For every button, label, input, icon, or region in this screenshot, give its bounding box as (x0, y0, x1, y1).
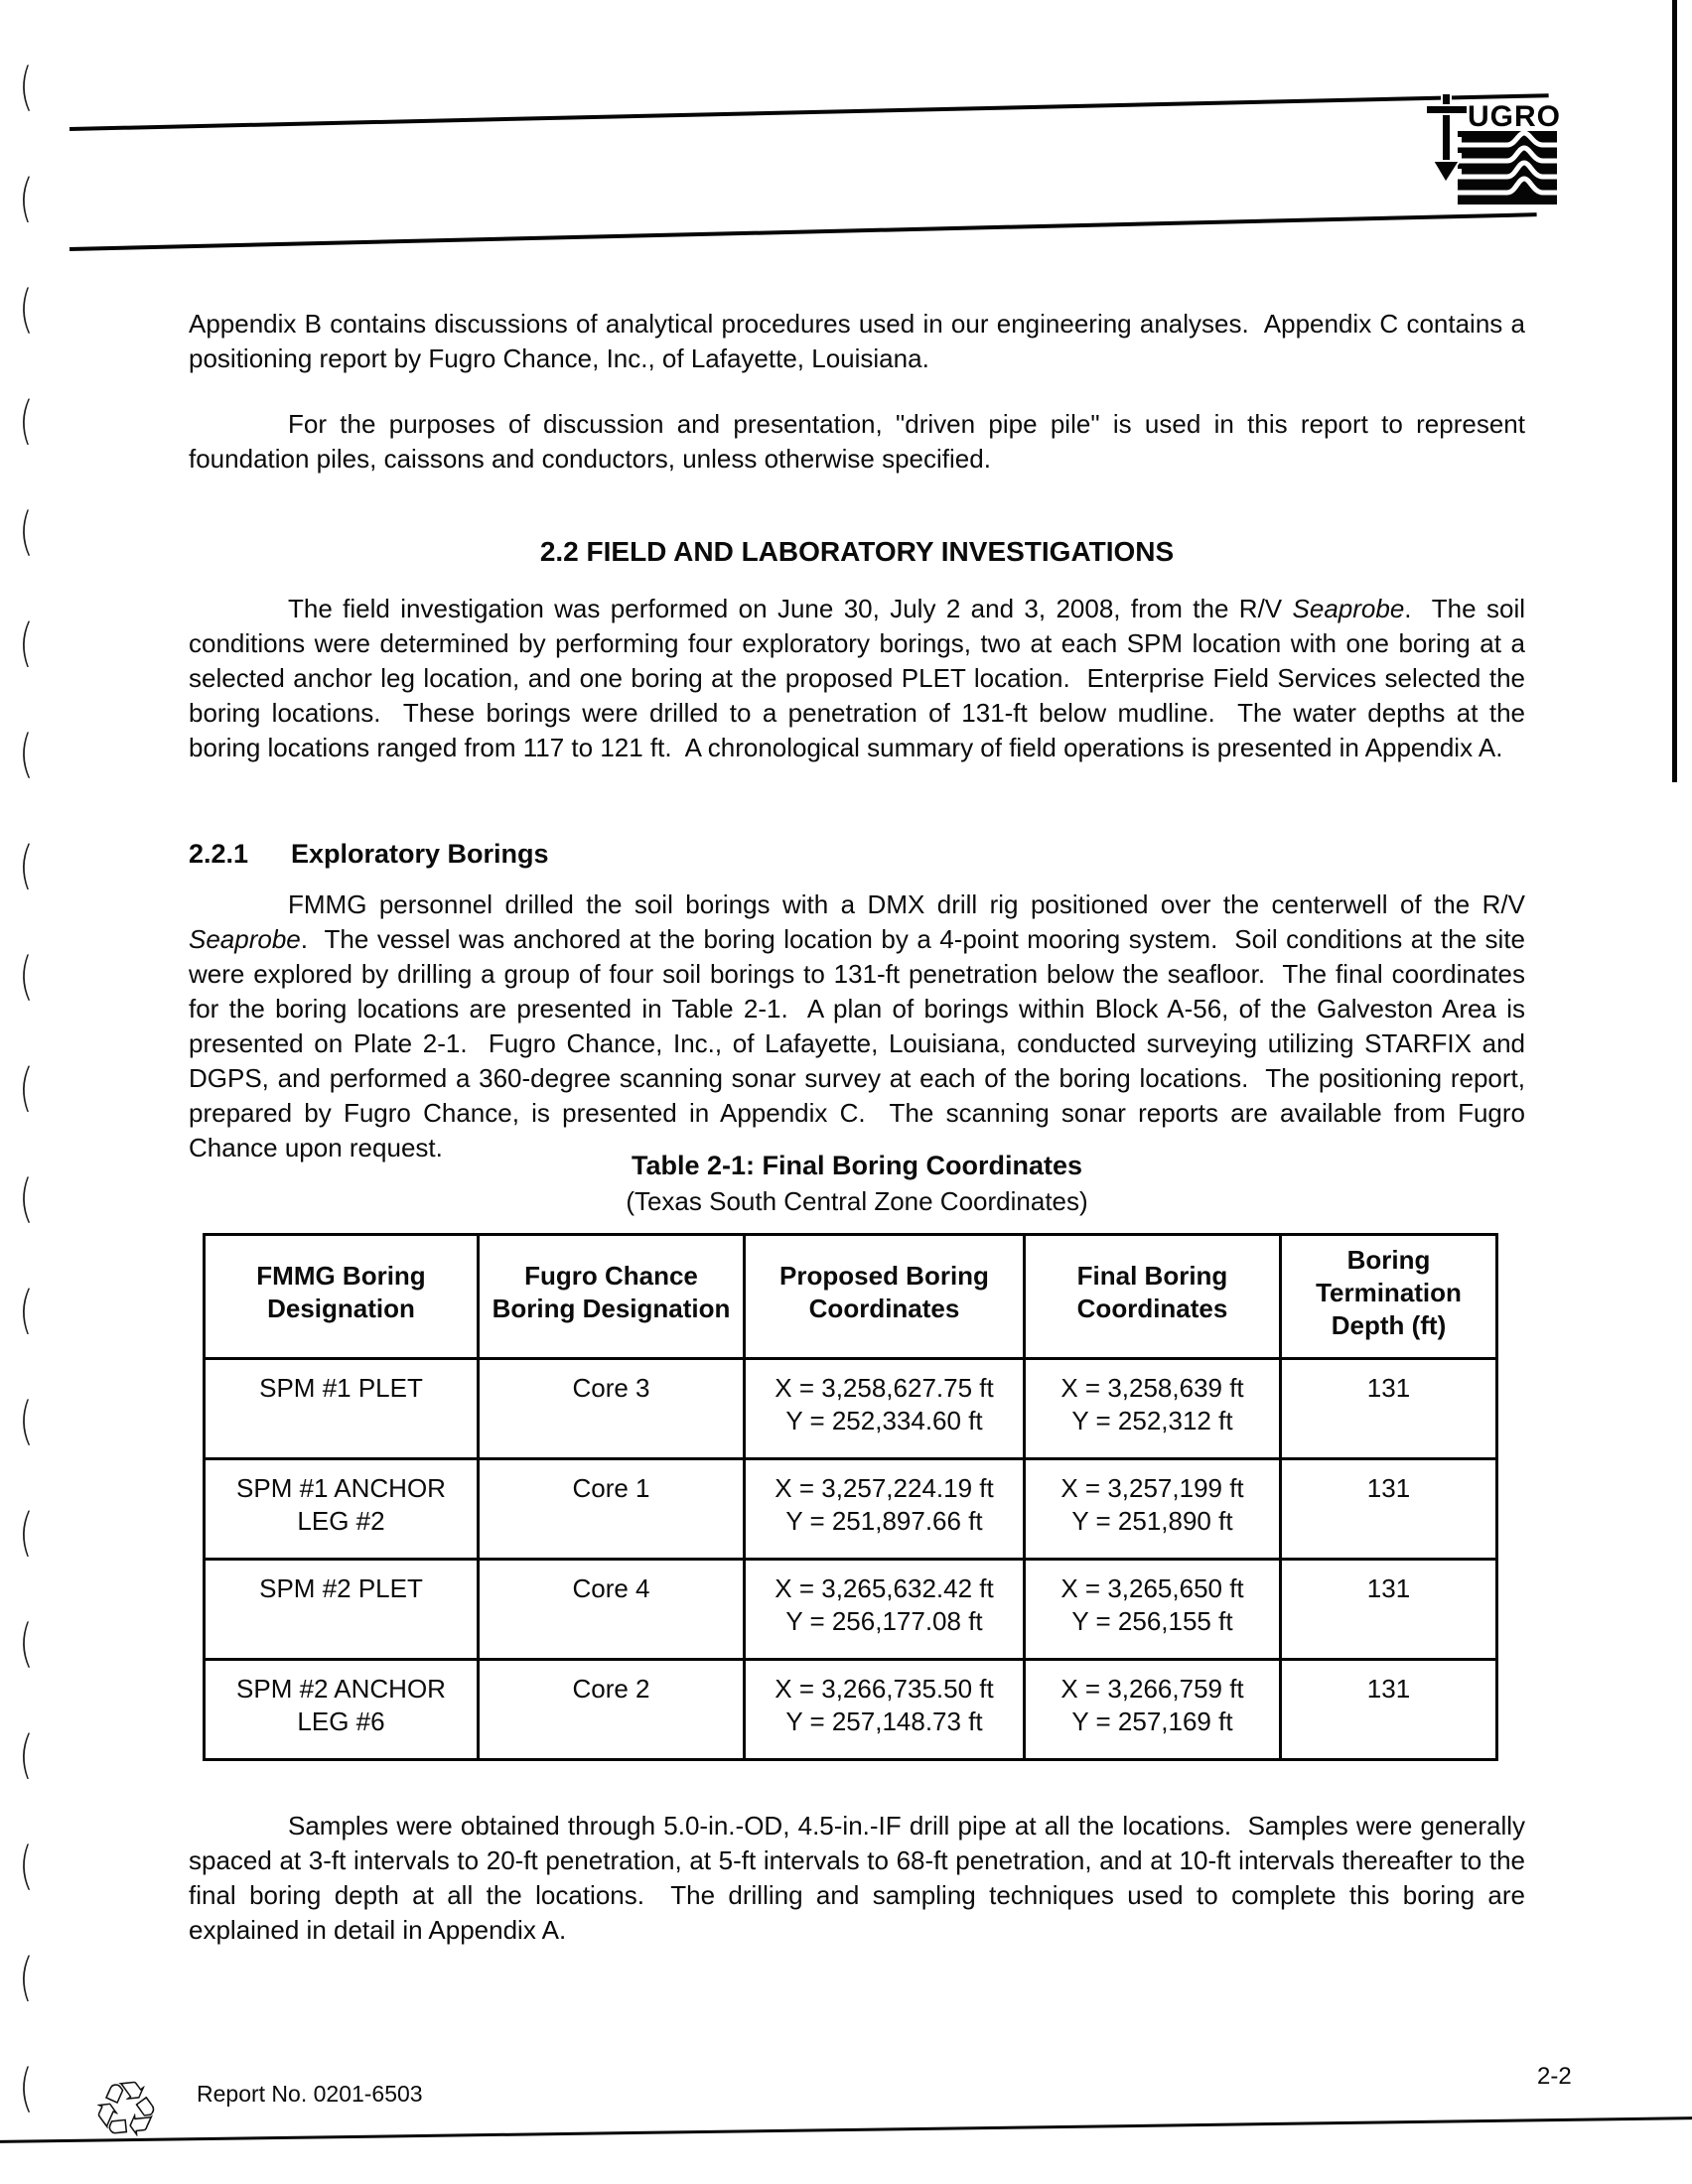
binding-mark: ( (18, 1391, 34, 1452)
coordinate-y: Y = 251,890 ft (1071, 1506, 1233, 1536)
footer-report-number: Report No. 0201-6503 (197, 2081, 423, 2107)
binding-mark: ( (18, 1057, 34, 1119)
cell-final-coordinates (1025, 1560, 1281, 1660)
section-number: 2.2.1 (189, 839, 249, 869)
cell-final-coordinates (1025, 1459, 1281, 1560)
cell-proposed-coordinates (745, 1359, 1025, 1459)
coordinate-x: X = 3,258,627.75 ft (775, 1373, 994, 1403)
binding-mark: ( (18, 1724, 34, 1786)
binding-mark: ( (18, 1836, 34, 1897)
cell-core: Core 4 (479, 1560, 745, 1660)
footer-page-number: 2-2 (1537, 2063, 1572, 2090)
fugro-logo-icon (1418, 93, 1563, 210)
paragraph-appendix-b: Appendix B contains discussions of analytical procedures used in our engineering analyses. Appendix C contains a positioning report by Fugro Chance, Inc., of Lafayette, Louisiana. (189, 309, 1533, 373)
cell-core: Core 3 (479, 1359, 745, 1459)
paragraph-driven-pipe-pile: For the purposes of discussion and presentation, "driven pipe pile" is used in this report to represent foundation piles, caissons and conductors, unless otherwise specified. (189, 409, 1533, 474)
cell-designation: SPM #2 ANCHOR LEG #6 (205, 1660, 479, 1760)
coordinate-x: X = 3,265,650 ft (1060, 1573, 1244, 1603)
binding-mark: ( (18, 613, 34, 674)
binding-mark: ( (18, 1280, 34, 1341)
coordinate-x: X = 3,257,224.19 ft (775, 1473, 994, 1503)
binding-mark: ( (18, 57, 34, 118)
vessel-name-italic: Seaprobe (189, 924, 301, 954)
cell-depth: 131 (1281, 1459, 1497, 1560)
table-row (205, 1359, 1497, 1459)
paragraph-text: The field investigation was performed on June 30, July 2 and 3, 2008, from the R/V (288, 594, 1293, 623)
coordinate-y: Y = 256,155 ft (1071, 1606, 1233, 1636)
column-header-proposed-coordinates: Proposed Boring Coordinates (745, 1235, 1025, 1359)
header-rule-bottom (70, 212, 1537, 251)
recycle-icon: ♲ (86, 2063, 166, 2160)
column-header-fugro-designation: Fugro Chance Boring Designation (479, 1235, 745, 1359)
coordinate-x: X = 3,266,759 ft (1060, 1674, 1244, 1704)
section-heading-2-2: 2.2 FIELD AND LABORATORY INVESTIGATIONS (539, 536, 1175, 568)
binding-marks (0, 0, 60, 2184)
coordinate-y: Y = 251,897.66 ft (785, 1506, 983, 1536)
section-title: Exploratory Borings (291, 839, 549, 869)
binding-mark: ( (18, 1168, 34, 1230)
coordinate-x: X = 3,265,632.42 ft (775, 1573, 994, 1603)
binding-mark: ( (18, 724, 34, 785)
coordinate-y: Y = 257,169 ft (1071, 1706, 1233, 1736)
table-row (205, 1560, 1497, 1660)
paragraph-field-investigation (189, 592, 1533, 765)
binding-mark: ( (18, 2058, 34, 2119)
cell-depth: 131 (1281, 1660, 1497, 1760)
paragraph-text: . The soil conditions were determined by performing four exploratory borings, two at each SPM location with one boring at a selected anchor leg location, and one boring at the proposed PLET location. Enterprise Field Services selected the boring locations. These borings were drilled to a penetration of 131-ft below mudline. The water depths at the boring locations ranged from 117 to 121 ft. A chronological summary of field operations is presented in Appendix A. (189, 594, 1533, 762)
coordinate-y: Y = 252,312 ft (1071, 1406, 1233, 1435)
binding-mark: ( (18, 390, 34, 452)
coordinate-y: Y = 252,334.60 ft (785, 1406, 983, 1435)
footer-rule (0, 2116, 1692, 2143)
boring-coordinates-table (203, 1233, 1498, 1761)
column-header-final-coordinates: Final Boring Coordinates (1025, 1235, 1281, 1359)
table-title: Table 2-1: Final Boring Coordinates (631, 1151, 1083, 1180)
binding-mark: ( (18, 946, 34, 1008)
cell-core: Core 2 (479, 1660, 745, 1760)
logo-text: UGRO (1468, 100, 1561, 133)
cell-core: Core 1 (479, 1459, 745, 1560)
paragraph-text: FMMG personnel drilled the soil borings with a DMX drill rig positioned over the centerwell of the R/V (288, 889, 1533, 919)
cell-final-coordinates (1025, 1359, 1281, 1459)
cell-proposed-coordinates (745, 1459, 1025, 1560)
cell-depth: 131 (1281, 1359, 1497, 1459)
table-header-row (205, 1235, 1497, 1359)
table-row (205, 1660, 1497, 1760)
coordinate-x: X = 3,258,639 ft (1060, 1373, 1244, 1403)
cell-designation: SPM #2 PLET (205, 1560, 479, 1660)
cell-designation: SPM #1 ANCHOR LEG #2 (205, 1459, 479, 1560)
cell-proposed-coordinates (745, 1660, 1025, 1760)
column-header-fmmg-designation: FMMG Boring Designation (205, 1235, 479, 1359)
binding-mark: ( (18, 168, 34, 229)
section-heading-2-2-1 (189, 837, 1525, 872)
scan-edge-artifact (1672, 0, 1677, 782)
binding-mark: ( (18, 501, 34, 563)
table-caption (189, 1148, 1525, 1219)
table-subtitle: (Texas South Central Zone Coordinates) (626, 1186, 1088, 1216)
coordinate-x: X = 3,257,199 ft (1060, 1473, 1244, 1503)
paragraph-samples: Samples were obtained through 5.0-in.-OD, 4.5-in.-IF drill pipe at all the locations. Samples were generally spaced at 3-ft intervals to 20-ft penetration, at 5-ft intervals to 68-ft penetration, and at 10-ft intervals thereafter to the final boring depth at all the locations. The drilling and sampling techniques used to complete this boring are explained in detail in Appendix A. (189, 1811, 1533, 1945)
binding-mark: ( (18, 1947, 34, 2008)
column-header-termination-depth: Boring Termination Depth (ft) (1281, 1235, 1497, 1359)
table-row (205, 1459, 1497, 1560)
binding-mark: ( (18, 1613, 34, 1675)
coordinate-y: Y = 256,177.08 ft (785, 1606, 983, 1636)
header-rule-top (70, 93, 1549, 131)
vessel-name-italic: Seaprobe (1292, 594, 1405, 623)
cell-depth: 131 (1281, 1560, 1497, 1660)
cell-designation: SPM #1 PLET (205, 1359, 479, 1459)
paragraph-text: . The vessel was anchored at the boring location by a 4-point mooring system. Soil conditions at the site were explored by drilling a group of four soil borings to 131-ft penetration below the seafloor. The final coordinates for the boring locations are presented in Table 2-1. A plan of borings within Block A-56, of the Galveston Area is presented on Plate 2-1. Fugro Chance, Inc., of Lafayette, Louisiana, conducted surveying utilizing STARFIX and DGPS, and performed a 360-degree scanning sonar survey at each of the boring locations. The positioning report, prepared by Fugro Chance, is presented in Appendix C. The scanning sonar reports are available from Fugro Chance upon request. (189, 924, 1533, 1162)
cell-proposed-coordinates (745, 1560, 1025, 1660)
coordinate-y: Y = 257,148.73 ft (785, 1706, 983, 1736)
binding-mark: ( (18, 279, 34, 341)
paragraph-exploratory-borings (189, 887, 1533, 1165)
coordinate-x: X = 3,266,735.50 ft (775, 1674, 994, 1704)
binding-mark: ( (18, 835, 34, 896)
cell-final-coordinates (1025, 1660, 1281, 1760)
binding-mark: ( (18, 1502, 34, 1564)
